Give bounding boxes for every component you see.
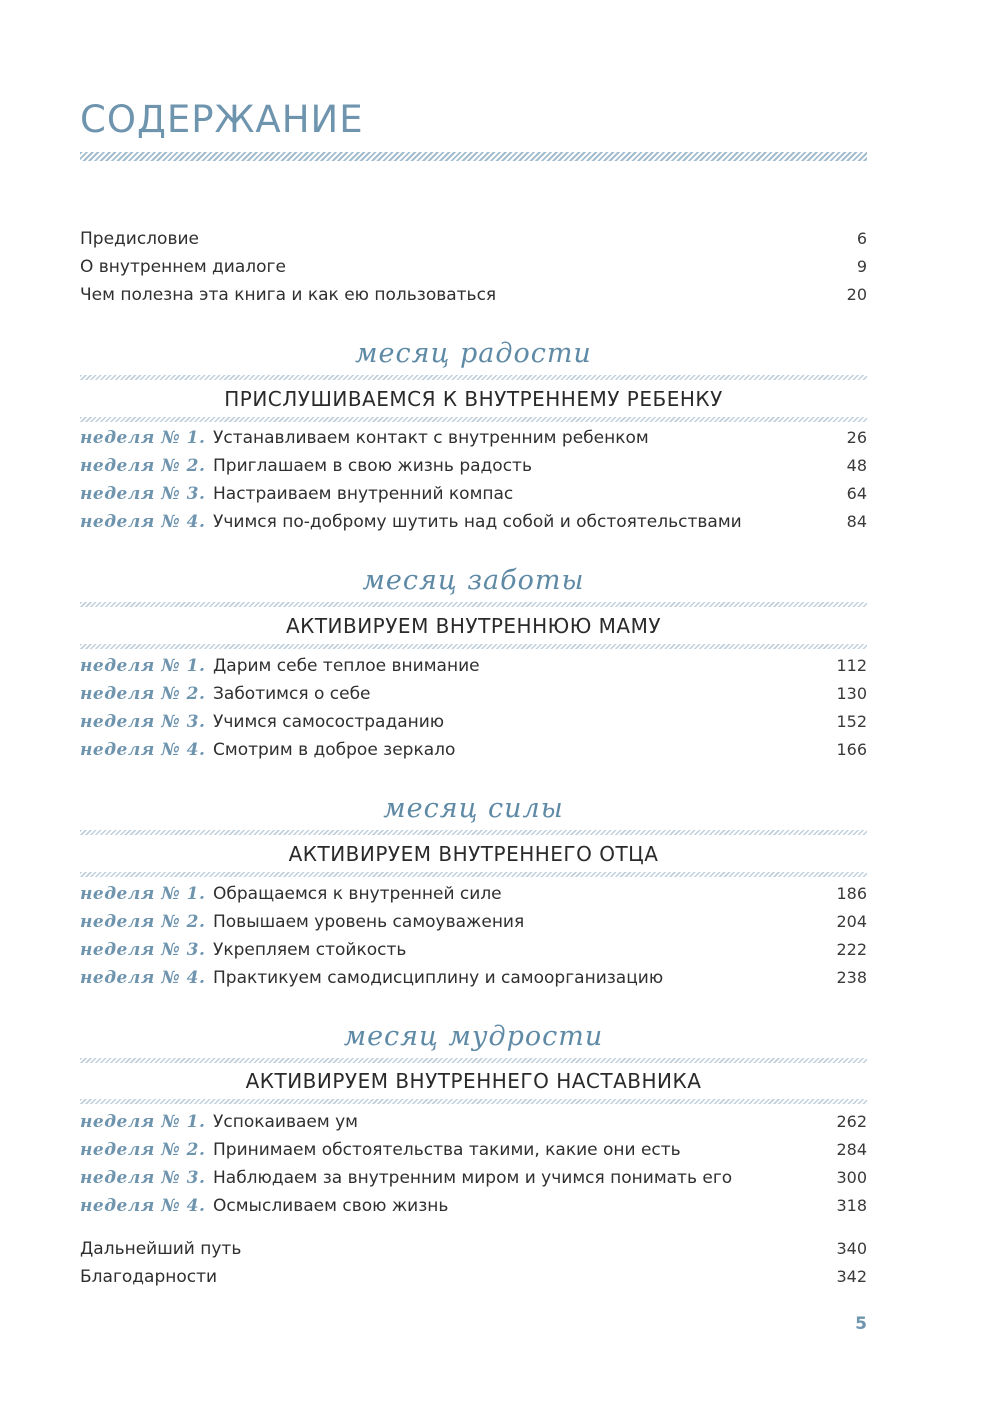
entry-page: 166	[836, 740, 867, 759]
toc-entry-inner-dialogue[interactable]	[80, 253, 867, 281]
month-divider	[80, 1058, 867, 1063]
entry-page: 222	[836, 940, 867, 959]
toc-week-entry[interactable]	[80, 1136, 867, 1164]
entry-page: 9	[856, 257, 867, 276]
week-label: неделя № 4.	[80, 1196, 206, 1216]
entry-page: 284	[836, 1140, 867, 1159]
entry-page: 48	[846, 456, 867, 475]
month-title-care: месяц заботы	[362, 565, 585, 596]
entry-title: Предисловие	[80, 229, 199, 249]
section-title-inner-child: ПРИСЛУШИВАЕМСЯ К ВНУТРЕННЕМУ РЕБЕНКУ	[224, 387, 723, 411]
entry-page: 340	[836, 1239, 867, 1258]
section-title-inner-mom: АКТИВИРУЕМ ВНУТРЕННЮЮ МАМУ	[285, 614, 662, 638]
toc-page	[80, 0, 867, 1418]
entry-page: 318	[836, 1196, 867, 1215]
toc-week-entry[interactable]	[80, 680, 867, 708]
week-label: неделя № 2.	[80, 456, 206, 476]
entry-page: 112	[836, 656, 867, 675]
toc-week-entry[interactable]	[80, 1192, 867, 1220]
page-title: СОДЕРЖАНИЕ	[80, 98, 364, 141]
entry-title: Повышаем уровень самоуважения	[213, 912, 525, 932]
entry-title: Наблюдаем за внутренним миром и учимся понимать его	[213, 1168, 733, 1188]
toc-week-entry[interactable]	[80, 908, 867, 936]
week-label: неделя № 1.	[80, 656, 206, 676]
entry-title: Практикуем самодисциплину и самоорганизацию	[213, 968, 664, 988]
entry-page: 204	[836, 912, 867, 931]
title-divider	[80, 152, 867, 161]
entry-title: Устанавливаем контакт с внутренним ребенком	[213, 428, 649, 448]
toc-entry-further-path[interactable]	[80, 1235, 867, 1263]
entry-title: Чем полезна эта книга и как ею пользоваться	[80, 285, 497, 305]
week-label: неделя № 3.	[80, 484, 206, 504]
entry-page: 342	[836, 1267, 867, 1286]
month-divider	[80, 375, 867, 380]
entry-title: Настраиваем внутренний компас	[213, 484, 514, 504]
toc-week-entry[interactable]	[80, 508, 867, 536]
entry-title: Дарим себе теплое внимание	[213, 656, 480, 676]
toc-week-entry[interactable]	[80, 736, 867, 764]
toc-entry-how-to-use[interactable]	[80, 281, 867, 309]
entry-page: 84	[846, 512, 867, 531]
toc-week-entry[interactable]	[80, 1164, 867, 1192]
entry-page: 26	[846, 428, 867, 447]
toc-week-entry[interactable]	[80, 708, 867, 736]
entry-title: Принимаем обстоятельства такими, какие они есть	[213, 1140, 681, 1160]
month-title-joy: месяц радости	[355, 338, 592, 369]
entry-page: 186	[836, 884, 867, 903]
entry-title: Приглашаем в свою жизнь радость	[213, 456, 532, 476]
week-label: неделя № 4.	[80, 740, 206, 760]
toc-entry-acknowledgements[interactable]	[80, 1263, 867, 1291]
entry-page: 64	[846, 484, 867, 503]
week-label: неделя № 4.	[80, 968, 206, 988]
entry-title: Успокаиваем ум	[213, 1112, 358, 1132]
month-title-wisdom: месяц мудрости	[343, 1021, 604, 1052]
toc-week-entry[interactable]	[80, 480, 867, 508]
entry-title: Осмысливаем свою жизнь	[213, 1196, 449, 1216]
entry-title: Учимся самосостраданию	[213, 712, 445, 732]
week-label: неделя № 2.	[80, 912, 206, 932]
section-title-inner-father: АКТИВИРУЕМ ВНУТРЕННЕГО ОТЦА	[288, 842, 659, 866]
section-divider	[80, 644, 867, 649]
entry-title: Благодарности	[80, 1267, 218, 1287]
toc-week-entry[interactable]	[80, 936, 867, 964]
week-label: неделя № 1.	[80, 1112, 206, 1132]
entry-title: О внутреннем диалоге	[80, 257, 286, 277]
entry-page: 6	[856, 229, 867, 248]
entry-title: Обращаемся к внутренней силе	[213, 884, 502, 904]
month-divider	[80, 602, 867, 607]
week-label: неделя № 2.	[80, 1140, 206, 1160]
entry-page: 20	[846, 285, 867, 304]
section-divider	[80, 1099, 867, 1104]
week-label: неделя № 1.	[80, 884, 206, 904]
entry-page: 262	[836, 1112, 867, 1131]
toc-week-entry[interactable]	[80, 880, 867, 908]
week-label: неделя № 3.	[80, 1168, 206, 1188]
week-label: неделя № 2.	[80, 684, 206, 704]
entry-title: Дальнейший путь	[80, 1239, 242, 1259]
section-divider	[80, 417, 867, 422]
entry-page: 152	[836, 712, 867, 731]
entry-page: 130	[836, 684, 867, 703]
toc-week-entry[interactable]	[80, 964, 867, 992]
week-label: неделя № 3.	[80, 712, 206, 732]
entry-title: Смотрим в доброе зеркало	[213, 740, 456, 760]
page-number: 5	[855, 1314, 867, 1334]
month-title-strength: месяц силы	[383, 793, 564, 824]
section-title-inner-mentor: АКТИВИРУЕМ ВНУТРЕННЕГО НАСТАВНИКА	[245, 1069, 702, 1093]
toc-week-entry[interactable]	[80, 424, 867, 452]
section-divider	[80, 872, 867, 877]
month-divider	[80, 830, 867, 835]
entry-title: Укрепляем стойкость	[213, 940, 407, 960]
week-label: неделя № 4.	[80, 512, 206, 532]
toc-week-entry[interactable]	[80, 1108, 867, 1136]
entry-title: Заботимся о себе	[213, 684, 371, 704]
toc-entry-preface[interactable]	[80, 225, 867, 253]
week-label: неделя № 1.	[80, 428, 206, 448]
entry-title: Учимся по-доброму шутить над собой и обстоятельствами	[213, 512, 742, 532]
week-label: неделя № 3.	[80, 940, 206, 960]
entry-page: 300	[836, 1168, 867, 1187]
toc-week-entry[interactable]	[80, 652, 867, 680]
entry-page: 238	[836, 968, 867, 987]
toc-week-entry[interactable]	[80, 452, 867, 480]
